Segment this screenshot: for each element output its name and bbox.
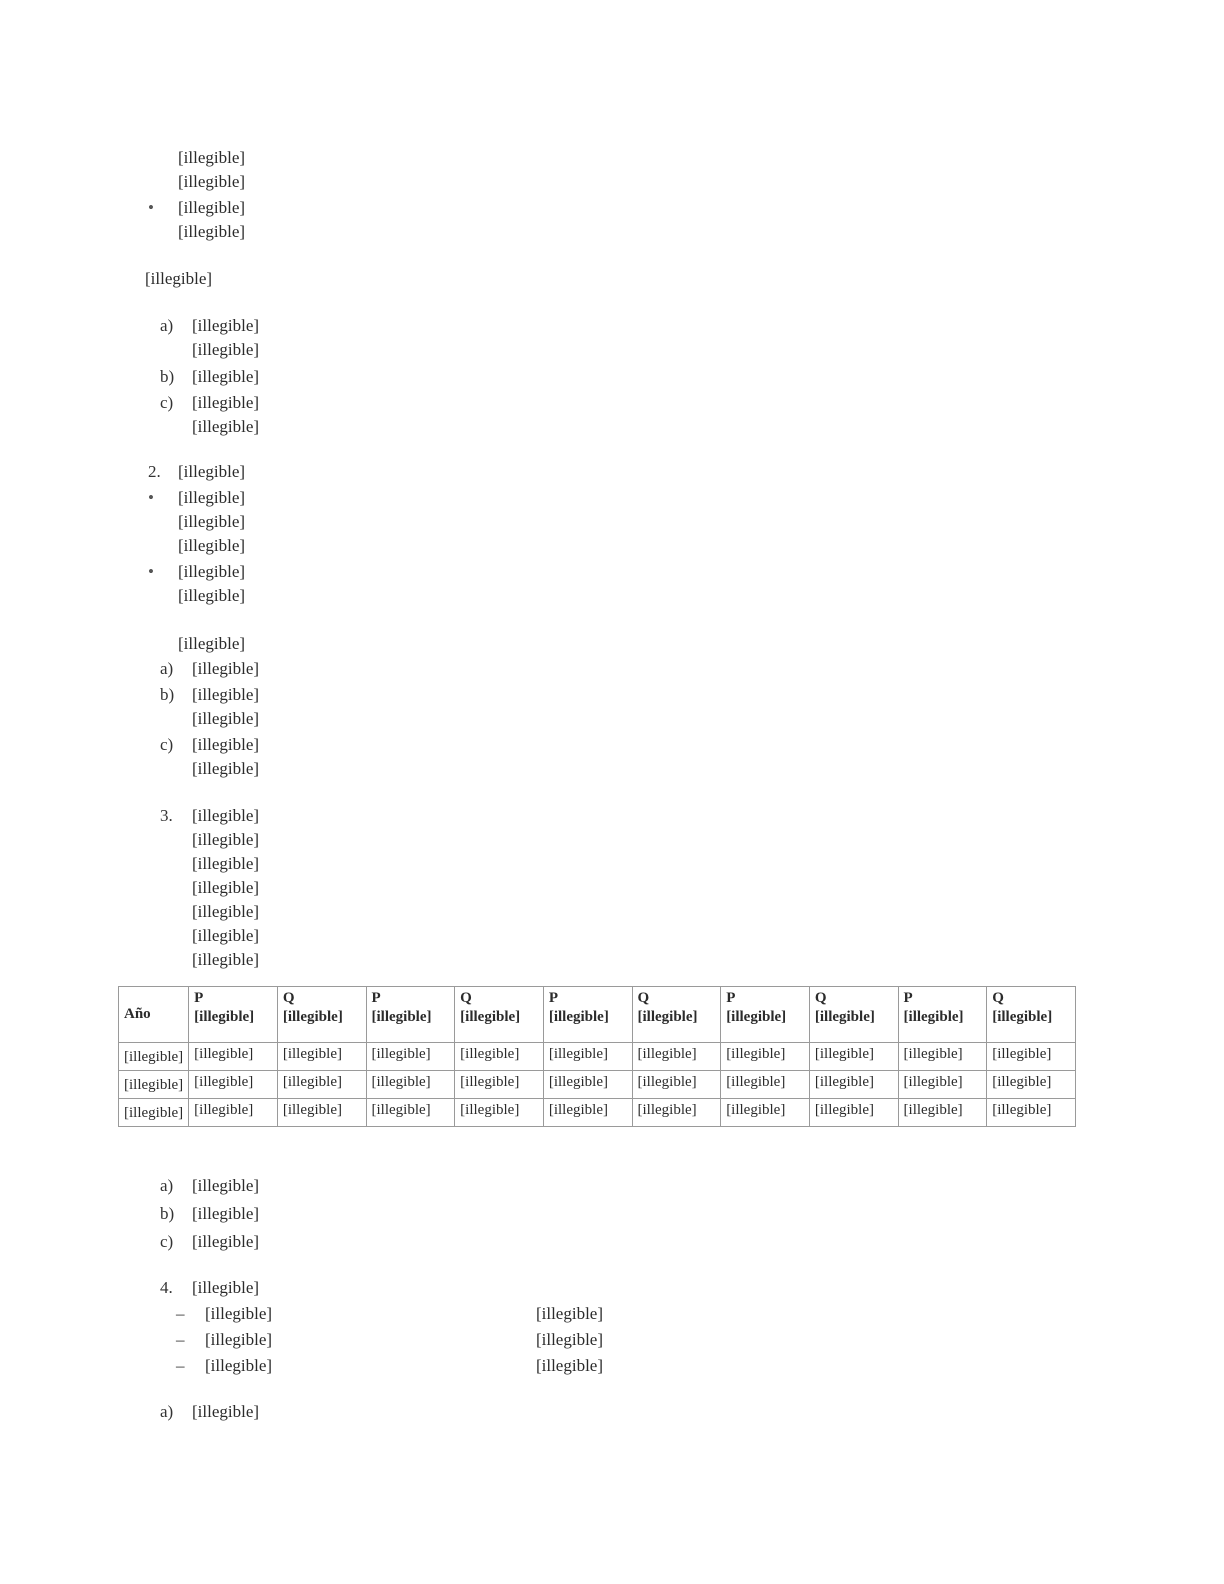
- item-marker: c): [160, 735, 174, 754]
- price-quantity-table: [118, 986, 1076, 1127]
- item-text: [illegible]: [192, 417, 260, 436]
- table-header-cell: [366, 987, 455, 1043]
- header-text: P: [726, 990, 736, 1006]
- table-cell: [illegible]: [809, 1043, 898, 1071]
- table-header-cell: [987, 987, 1076, 1043]
- header-text: P: [903, 990, 913, 1006]
- item-marker: a): [160, 1402, 174, 1421]
- header-text: [illegible]: [371, 1009, 432, 1025]
- item-marker: c): [160, 1232, 174, 1251]
- item-marker: a): [160, 1176, 174, 1195]
- table-cell: [illegible]: [277, 1043, 366, 1071]
- table-row: [119, 1043, 1076, 1071]
- item-text: [illegible]: [192, 340, 260, 359]
- bullet-text: [illegible]: [178, 562, 246, 581]
- table-cell: [illegible]: [455, 1071, 544, 1099]
- paragraph-line: [illegible]: [192, 950, 260, 969]
- table-cell: [illegible]: [366, 1043, 455, 1071]
- table-header-cell: [721, 987, 810, 1043]
- paragraph-line: [illegible]: [192, 854, 260, 873]
- header-text: Año: [124, 1006, 151, 1022]
- table-cell: [illegible]: [119, 1043, 189, 1071]
- table-header-row: [119, 987, 1076, 1043]
- table-cell: [illegible]: [632, 1071, 721, 1099]
- table-cell: [illegible]: [189, 1071, 278, 1099]
- item-marker: c): [160, 393, 174, 412]
- table-cell: [illegible]: [543, 1071, 632, 1099]
- bullet-text: [illegible]: [178, 586, 246, 605]
- table-cell: [illegible]: [987, 1043, 1076, 1071]
- section-lead: [illegible]: [145, 269, 213, 288]
- problem-lead: [illegible]: [178, 462, 246, 481]
- table-cell: [illegible]: [721, 1071, 810, 1099]
- item-text: [illegible]: [192, 709, 260, 728]
- header-text: [illegible]: [548, 1009, 609, 1025]
- item-text: [illegible]: [192, 685, 260, 704]
- header-text: Q: [814, 990, 827, 1006]
- header-text: [illegible]: [282, 1009, 343, 1025]
- bullet-text: [illegible]: [178, 512, 246, 531]
- table-cell: [illegible]: [455, 1043, 544, 1071]
- table-cell: [illegible]: [721, 1099, 810, 1127]
- item-text: [illegible]: [192, 316, 260, 335]
- intro-line-1: [illegible]: [178, 148, 246, 167]
- header-text: P: [371, 990, 381, 1006]
- table-cell: [illegible]: [543, 1043, 632, 1071]
- intro-bullet-line-2: [illegible]: [178, 222, 246, 241]
- table-header-cell: [809, 987, 898, 1043]
- bullet-text: [illegible]: [178, 488, 246, 507]
- header-text: [illegible]: [992, 1009, 1053, 1025]
- list-label: [illegible]: [205, 1330, 273, 1349]
- table-cell: [illegible]: [898, 1099, 987, 1127]
- table-cell: [illegible]: [366, 1071, 455, 1099]
- item-text: [illegible]: [192, 1232, 260, 1251]
- list-value: [illegible]: [535, 1330, 603, 1349]
- item-marker: a): [160, 316, 174, 335]
- table-cell: [illegible]: [277, 1071, 366, 1099]
- list-value: [illegible]: [535, 1304, 603, 1323]
- header-text: Q: [992, 990, 1004, 1006]
- table-cell: [illegible]: [119, 1099, 189, 1127]
- table-header-cell: [898, 987, 987, 1043]
- problem-lead: [illegible]: [192, 1278, 260, 1297]
- dash-marker: –: [176, 1330, 185, 1349]
- table-cell: [illegible]: [987, 1099, 1076, 1127]
- item-text: [illegible]: [192, 367, 260, 386]
- problem-intro: [illegible]: [178, 634, 246, 653]
- header-text: [illegible]: [814, 1009, 875, 1025]
- table-row: [119, 1071, 1076, 1099]
- header-text: [illegible]: [194, 1009, 255, 1025]
- list-label: [illegible]: [205, 1356, 273, 1375]
- problem-number: 3.: [160, 806, 173, 825]
- table-row: [119, 1099, 1076, 1127]
- header-text: [illegible]: [903, 1009, 964, 1025]
- table-cell: [illegible]: [632, 1099, 721, 1127]
- item-marker: b): [160, 1204, 175, 1223]
- header-text: Q: [282, 990, 295, 1006]
- table-cell: [illegible]: [277, 1099, 366, 1127]
- table-cell: [illegible]: [898, 1071, 987, 1099]
- table-header-cell: [189, 987, 278, 1043]
- table-cell: [illegible]: [543, 1099, 632, 1127]
- paragraph-line: [illegible]: [192, 878, 260, 897]
- table-cell: [illegible]: [987, 1071, 1076, 1099]
- table-cell: [illegible]: [189, 1099, 278, 1127]
- header-text: Q: [460, 990, 472, 1006]
- problem-number: 4.: [160, 1278, 173, 1297]
- item-marker: a): [160, 659, 174, 678]
- header-text: [illegible]: [726, 1009, 787, 1025]
- item-text: [illegible]: [192, 1402, 260, 1421]
- item-text: [illegible]: [192, 759, 260, 778]
- table-header-cell: [277, 987, 366, 1043]
- header-text: [illegible]: [637, 1009, 698, 1025]
- intro-line-2: [illegible]: [178, 172, 246, 191]
- list-value: [illegible]: [535, 1356, 603, 1375]
- paragraph-line: [illegible]: [192, 926, 260, 945]
- header-text: [illegible]: [460, 1009, 521, 1025]
- table-cell: [illegible]: [809, 1099, 898, 1127]
- item-marker: b): [160, 367, 175, 386]
- table-cell: [illegible]: [898, 1043, 987, 1071]
- header-text: P: [194, 990, 204, 1006]
- table-cell: [illegible]: [119, 1071, 189, 1099]
- bullet-text: [illegible]: [178, 536, 246, 555]
- table-cell: [illegible]: [366, 1099, 455, 1127]
- paragraph-line: [illegible]: [192, 806, 260, 825]
- table-header-cell: [455, 987, 544, 1043]
- item-text: [illegible]: [192, 735, 260, 754]
- item-text: [illegible]: [192, 1176, 260, 1195]
- bullet-dot: •: [148, 488, 154, 507]
- table-header-cell: [632, 987, 721, 1043]
- paragraph-line: [illegible]: [192, 830, 260, 849]
- intro-bullet-line-1: [illegible]: [178, 198, 246, 217]
- table-cell: [illegible]: [632, 1043, 721, 1071]
- bullet-dot: •: [148, 198, 154, 217]
- paragraph-line: [illegible]: [192, 902, 260, 921]
- table-cell: [illegible]: [189, 1043, 278, 1071]
- header-text: P: [548, 990, 559, 1006]
- table-header-cell: [119, 987, 189, 1043]
- header-text: Q: [637, 990, 650, 1006]
- dash-marker: –: [176, 1304, 185, 1323]
- list-label: [illegible]: [205, 1304, 273, 1323]
- item-text: [illegible]: [192, 659, 260, 678]
- table-cell: [illegible]: [455, 1099, 544, 1127]
- dash-marker: –: [176, 1356, 185, 1375]
- item-text: [illegible]: [192, 1204, 260, 1223]
- item-marker: b): [160, 685, 175, 704]
- table-cell: [illegible]: [721, 1043, 810, 1071]
- problem-number: 2.: [148, 462, 161, 481]
- bullet-dot: •: [148, 562, 154, 581]
- item-text: [illegible]: [192, 393, 260, 412]
- table-header-cell: [543, 987, 632, 1043]
- table-cell: [illegible]: [809, 1071, 898, 1099]
